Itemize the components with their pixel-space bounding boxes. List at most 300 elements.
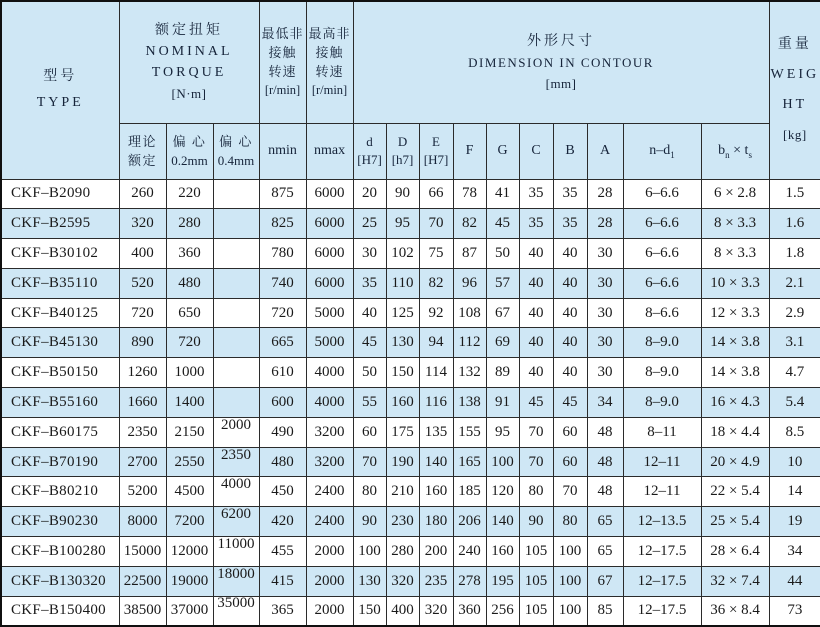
torque-ecc04-cell bbox=[213, 388, 259, 418]
dim-C-cell bbox=[519, 596, 553, 626]
weight-cell bbox=[769, 447, 820, 477]
cell-value: 100 bbox=[491, 453, 514, 470]
cell-value: 35 bbox=[362, 274, 378, 291]
dim-F-cell bbox=[453, 298, 486, 328]
cell-value: 30 bbox=[597, 304, 613, 321]
ecc02-l1: 偏 心 bbox=[172, 134, 207, 149]
model-name-cell bbox=[1, 537, 119, 567]
torque-ecc02-cell bbox=[166, 507, 213, 537]
n-d1-cell bbox=[623, 417, 701, 447]
keyway-cell bbox=[701, 298, 769, 328]
cell-value: 40 bbox=[528, 304, 544, 321]
model-name-cell bbox=[1, 179, 119, 209]
dim-E-cell bbox=[419, 537, 453, 567]
cell-value: 8–9.0 bbox=[645, 393, 679, 410]
cell-value: 455 bbox=[271, 542, 294, 559]
dim-E-cell bbox=[419, 507, 453, 537]
dim-D-cell bbox=[386, 566, 419, 596]
cell-value: 140 bbox=[424, 453, 448, 470]
dim-F-cell bbox=[453, 239, 486, 269]
dim-C-cell bbox=[519, 507, 553, 537]
keyway-cell bbox=[701, 179, 769, 209]
model-name: CKF–B40125 bbox=[11, 304, 99, 321]
torque-ecc02-cell bbox=[166, 447, 213, 477]
subcol-F: F bbox=[453, 123, 486, 179]
cell-value: 165 bbox=[458, 453, 481, 470]
cell-value: 280 bbox=[178, 215, 201, 232]
subcol-n-d1 bbox=[623, 123, 701, 179]
table-body bbox=[1, 179, 820, 626]
cell-value: 32 × 7.4 bbox=[710, 572, 760, 589]
cell-value: 360 bbox=[178, 244, 201, 261]
cell-value: 2000 bbox=[314, 572, 345, 589]
table-header bbox=[1, 1, 820, 179]
dim-C-cell bbox=[519, 209, 553, 239]
table-row bbox=[1, 596, 820, 626]
subcol-D-h7 bbox=[386, 123, 419, 179]
dim-E-cell bbox=[419, 358, 453, 388]
nmin-unit: [r/min] bbox=[264, 83, 301, 98]
dim-B-cell bbox=[553, 447, 587, 477]
subcol-E-H7 bbox=[419, 123, 453, 179]
dim-C-cell bbox=[519, 566, 553, 596]
nmax-cell bbox=[306, 268, 353, 298]
torque-theoretical-cell bbox=[119, 179, 166, 209]
dim-d-cell bbox=[353, 239, 386, 269]
n-d1-cell bbox=[623, 298, 701, 328]
cell-value: 150 bbox=[391, 364, 414, 381]
dim-G-cell bbox=[486, 298, 519, 328]
cell-value: 92 bbox=[428, 304, 444, 321]
nmin-cell bbox=[259, 328, 306, 358]
weight-cell bbox=[769, 209, 820, 239]
cell-value: 40 bbox=[528, 274, 544, 291]
nmax-unit: [r/min] bbox=[311, 83, 348, 98]
cell-value: 70 bbox=[528, 453, 544, 470]
cell-value: 600 bbox=[271, 393, 294, 410]
subcol-d-H7 bbox=[353, 123, 386, 179]
cell-value: 8–9.0 bbox=[645, 334, 679, 351]
torque-ecc04-cell bbox=[213, 507, 259, 537]
dim-A-cell bbox=[587, 477, 623, 507]
table-row bbox=[1, 239, 820, 269]
cell-value: 66 bbox=[428, 185, 444, 202]
cell-value: 160 bbox=[491, 542, 514, 559]
cell-value: 155 bbox=[458, 423, 481, 440]
cell-value: 40 bbox=[562, 304, 578, 321]
cell-value: 110 bbox=[391, 274, 414, 291]
dim-F-cell bbox=[453, 596, 486, 626]
dim-D-cell bbox=[386, 209, 419, 239]
nmax-cell bbox=[306, 566, 353, 596]
keyway-cell bbox=[701, 537, 769, 567]
cell-value: 73 bbox=[787, 602, 803, 619]
torque-ecc04-cell bbox=[213, 209, 259, 239]
cell-value: 34 bbox=[787, 542, 803, 559]
dim-F-cell bbox=[453, 358, 486, 388]
dim-A-cell bbox=[587, 179, 623, 209]
dim-B-cell bbox=[553, 239, 587, 269]
cell-value: 28 bbox=[597, 215, 613, 232]
cell-value: 20 × 4.9 bbox=[710, 453, 760, 470]
cell-value: 116 bbox=[425, 393, 447, 410]
cell-value: 480 bbox=[178, 274, 201, 291]
subcol-eccentric-02mm bbox=[166, 123, 213, 179]
model-name: CKF–B90230 bbox=[11, 513, 99, 530]
dim-E-cell bbox=[419, 209, 453, 239]
cell-value: 160 bbox=[391, 393, 414, 410]
cell-value: 2400 bbox=[314, 483, 345, 500]
cell-value: 138 bbox=[458, 393, 481, 410]
dim-G-cell bbox=[486, 209, 519, 239]
cell-value: 60 bbox=[562, 423, 578, 440]
cell-value: 4000 bbox=[314, 393, 345, 410]
cell-value: 8–6.6 bbox=[645, 304, 679, 321]
dim-d-cell bbox=[353, 566, 386, 596]
torque-ecc02-cell bbox=[166, 328, 213, 358]
keyway-cell bbox=[701, 566, 769, 596]
torque-ecc02-cell bbox=[166, 566, 213, 596]
cell-value: 260 bbox=[131, 185, 154, 202]
torque-theoretical-cell bbox=[119, 507, 166, 537]
subcol-bn-x-ts bbox=[701, 123, 769, 179]
cell-value: 3200 bbox=[314, 423, 345, 440]
dim-G-cell bbox=[486, 537, 519, 567]
model-name-cell bbox=[1, 507, 119, 537]
dim-B-cell bbox=[553, 566, 587, 596]
dim-d-cell bbox=[353, 417, 386, 447]
model-name: CKF–B60175 bbox=[11, 423, 99, 440]
dim-D-cell bbox=[386, 417, 419, 447]
cell-value: 45 bbox=[562, 393, 578, 410]
cell-value: 16 × 4.3 bbox=[710, 393, 760, 410]
cell-value: 14 × 3.8 bbox=[710, 334, 760, 351]
model-name-cell bbox=[1, 328, 119, 358]
subcol-B: B bbox=[553, 123, 587, 179]
cell-value: 12–17.5 bbox=[637, 542, 687, 559]
col-header-type bbox=[1, 1, 119, 179]
torque-ecc02-cell bbox=[166, 537, 213, 567]
cell-value: 100 bbox=[558, 602, 582, 619]
cell-value: 720 bbox=[178, 334, 201, 351]
ecc02-l2: 0.2mm bbox=[171, 153, 208, 168]
cell-value: 90 bbox=[362, 513, 378, 530]
cell-value: 8 × 3.3 bbox=[713, 244, 757, 261]
dim-label-en: DIMENSION IN CONTOUR bbox=[468, 54, 654, 70]
cell-value: 1400 bbox=[174, 393, 205, 410]
D-tolerance: [h7] bbox=[391, 152, 414, 167]
weight-cell bbox=[769, 596, 820, 626]
dim-d-cell bbox=[353, 477, 386, 507]
cell-value: 6 × 2.8 bbox=[713, 185, 757, 202]
cell-value: 90 bbox=[528, 513, 544, 530]
dim-E-cell bbox=[419, 179, 453, 209]
table-row bbox=[1, 537, 820, 567]
cell-value: 610 bbox=[271, 364, 294, 381]
weight-cell bbox=[769, 328, 820, 358]
cell-value: 6200 bbox=[221, 506, 252, 523]
torque-ecc02-cell bbox=[166, 179, 213, 209]
table-row bbox=[1, 209, 820, 239]
nmax-label-l1: 最高非 bbox=[308, 26, 351, 42]
cell-value: 10 × 3.3 bbox=[710, 274, 760, 291]
cell-value: 1260 bbox=[127, 364, 158, 381]
cell-value: 40 bbox=[562, 364, 578, 381]
cell-value: 50 bbox=[495, 244, 511, 261]
cell-value: 70 bbox=[528, 423, 544, 440]
cell-value: 6–6.6 bbox=[645, 274, 679, 291]
dim-F-cell bbox=[453, 388, 486, 418]
cell-value: 1.6 bbox=[785, 215, 805, 232]
dim-B-cell bbox=[553, 537, 587, 567]
dim-F-cell bbox=[453, 566, 486, 596]
keyway-cell bbox=[701, 447, 769, 477]
dim-C-cell bbox=[519, 417, 553, 447]
dim-F-cell bbox=[453, 447, 486, 477]
dim-F-cell bbox=[453, 507, 486, 537]
keyway-cell bbox=[701, 268, 769, 298]
cell-value: 160 bbox=[424, 483, 448, 500]
cell-value: 4000 bbox=[314, 364, 345, 381]
bt-b-subscript: n bbox=[725, 149, 730, 160]
cell-value: 57 bbox=[495, 274, 511, 291]
type-label-zh: 型号 bbox=[43, 69, 78, 85]
cell-value: 2000 bbox=[314, 602, 345, 619]
cell-value: 91 bbox=[495, 393, 511, 410]
cell-value: 105 bbox=[524, 602, 548, 619]
d-tolerance: [H7] bbox=[357, 152, 382, 167]
dim-B-cell bbox=[553, 358, 587, 388]
cell-value: 125 bbox=[391, 304, 414, 321]
cell-value: 70 bbox=[562, 483, 578, 500]
cell-value: 67 bbox=[495, 304, 511, 321]
torque-theoretical-cell bbox=[119, 268, 166, 298]
col-header-min-noncontact-speed bbox=[259, 1, 306, 123]
cell-value: 19 bbox=[787, 513, 803, 530]
model-name-cell bbox=[1, 298, 119, 328]
dim-A-cell bbox=[587, 537, 623, 567]
cell-value: 41 bbox=[495, 185, 511, 202]
weight-unit: [kg] bbox=[782, 127, 807, 143]
nmin-cell bbox=[259, 239, 306, 269]
cell-value: 480 bbox=[271, 453, 294, 470]
dim-D-cell bbox=[386, 328, 419, 358]
torque-theoretical-cell bbox=[119, 209, 166, 239]
table-row bbox=[1, 328, 820, 358]
dim-d-cell bbox=[353, 328, 386, 358]
torque-theoretical-cell bbox=[119, 566, 166, 596]
dim-G-cell bbox=[486, 388, 519, 418]
cell-value: 5000 bbox=[314, 304, 345, 321]
dim-G-cell bbox=[486, 507, 519, 537]
cell-value: 365 bbox=[271, 602, 294, 619]
bt-t: t bbox=[744, 142, 749, 158]
torque-theoretical-cell bbox=[119, 239, 166, 269]
torque-theoretical-cell bbox=[119, 417, 166, 447]
table-row bbox=[1, 566, 820, 596]
torque-theoretical-cell bbox=[119, 298, 166, 328]
cell-value: 40 bbox=[528, 244, 544, 261]
model-name-cell bbox=[1, 268, 119, 298]
cell-value: 190 bbox=[391, 453, 414, 470]
nmin-label-l3: 转速 bbox=[268, 64, 297, 80]
torque-ecc02-cell bbox=[166, 239, 213, 269]
dim-E-cell bbox=[419, 268, 453, 298]
model-name-cell bbox=[1, 209, 119, 239]
keyway-cell bbox=[701, 477, 769, 507]
nmin-label-l1: 最低非 bbox=[261, 26, 304, 42]
dim-d-cell bbox=[353, 537, 386, 567]
n-d1-cell bbox=[623, 358, 701, 388]
nmax-cell bbox=[306, 596, 353, 626]
weight-cell bbox=[769, 537, 820, 567]
nmin-cell bbox=[259, 566, 306, 596]
cell-value: 1.5 bbox=[785, 185, 805, 202]
dim-C-cell bbox=[519, 537, 553, 567]
dim-B-cell bbox=[553, 388, 587, 418]
torque-theoretical-cell bbox=[119, 596, 166, 626]
cell-value: 80 bbox=[528, 483, 544, 500]
cell-value: 135 bbox=[424, 423, 448, 440]
dim-D-cell bbox=[386, 447, 419, 477]
cell-value: 25 × 5.4 bbox=[710, 513, 760, 530]
dim-C-cell bbox=[519, 239, 553, 269]
cell-value: 6–6.6 bbox=[645, 215, 679, 232]
cell-value: 235 bbox=[424, 572, 448, 589]
nmax-cell bbox=[306, 239, 353, 269]
dim-G-cell bbox=[486, 596, 519, 626]
cell-value: 3200 bbox=[314, 453, 345, 470]
torque-ecc04-cell bbox=[213, 447, 259, 477]
cell-value: 2000 bbox=[221, 417, 252, 433]
cell-value: 195 bbox=[491, 572, 514, 589]
torque-theoretical-cell bbox=[119, 388, 166, 418]
nmax-label-l2: 接触 bbox=[315, 45, 344, 61]
cell-value: 1000 bbox=[174, 364, 205, 381]
dim-F-cell bbox=[453, 328, 486, 358]
cell-value: 256 bbox=[491, 602, 514, 619]
cell-value: 12 × 3.3 bbox=[710, 304, 760, 321]
model-name: CKF–B50150 bbox=[11, 364, 99, 381]
cell-value: 80 bbox=[362, 483, 378, 500]
n-d1-cell bbox=[623, 328, 701, 358]
nmin-cell bbox=[259, 417, 306, 447]
nmin-cell bbox=[259, 388, 306, 418]
cell-value: 185 bbox=[458, 483, 481, 500]
cell-value: 82 bbox=[428, 274, 444, 291]
subcol-C: C bbox=[519, 123, 553, 179]
cell-value: 100 bbox=[558, 572, 582, 589]
weight-cell bbox=[769, 417, 820, 447]
cell-value: 89 bbox=[495, 364, 511, 381]
torque-ecc02-cell bbox=[166, 388, 213, 418]
dim-A-cell bbox=[587, 447, 623, 477]
cell-value: 320 bbox=[391, 572, 414, 589]
cell-value: 360 bbox=[458, 602, 481, 619]
table-row bbox=[1, 447, 820, 477]
nmax-cell bbox=[306, 537, 353, 567]
cell-value: 2000 bbox=[314, 542, 345, 559]
dim-A-cell bbox=[587, 388, 623, 418]
cell-value: 12–17.5 bbox=[637, 572, 687, 589]
subcol-nmax: nmax bbox=[306, 123, 353, 179]
cell-value: 18 × 4.4 bbox=[710, 423, 760, 440]
cell-value: 720 bbox=[271, 304, 294, 321]
weight-cell bbox=[769, 566, 820, 596]
torque-ecc04-cell bbox=[213, 566, 259, 596]
dim-G-cell bbox=[486, 358, 519, 388]
cell-value: 20 bbox=[362, 185, 378, 202]
dim-B-cell bbox=[553, 209, 587, 239]
dim-C-cell bbox=[519, 447, 553, 477]
cell-value: 2550 bbox=[174, 453, 205, 470]
torque-ecc02-cell bbox=[166, 477, 213, 507]
cell-value: 105 bbox=[524, 572, 548, 589]
dim-d-cell bbox=[353, 179, 386, 209]
table-row bbox=[1, 179, 820, 209]
dim-A-cell bbox=[587, 268, 623, 298]
cell-value: 35 bbox=[562, 215, 578, 232]
cell-value: 740 bbox=[271, 274, 294, 291]
cell-value: 18000 bbox=[217, 566, 255, 582]
dim-E-cell bbox=[419, 328, 453, 358]
nmin-label-l2: 接触 bbox=[268, 45, 297, 61]
nmin-cell bbox=[259, 537, 306, 567]
dim-A-cell bbox=[587, 298, 623, 328]
cell-value: 400 bbox=[391, 602, 414, 619]
model-name: CKF–B150400 bbox=[11, 602, 106, 619]
torque-unit: [N·m] bbox=[171, 86, 207, 102]
cell-value: 90 bbox=[395, 185, 411, 202]
multiply-sign: × bbox=[729, 142, 745, 158]
cell-value: 175 bbox=[391, 423, 414, 440]
dim-G-cell bbox=[486, 566, 519, 596]
cell-value: 415 bbox=[271, 572, 294, 589]
dim-D-cell bbox=[386, 268, 419, 298]
cell-value: 10 bbox=[787, 453, 803, 470]
nmax-cell bbox=[306, 358, 353, 388]
theoretical-l1: 理论 bbox=[127, 134, 157, 149]
cell-value: 12–11 bbox=[643, 453, 681, 470]
cell-value: 450 bbox=[271, 483, 294, 500]
table-row bbox=[1, 388, 820, 418]
cell-value: 48 bbox=[597, 423, 613, 440]
cell-value: 96 bbox=[462, 274, 478, 291]
dim-C-cell bbox=[519, 388, 553, 418]
cell-value: 30 bbox=[597, 274, 613, 291]
torque-label-en1: NOMINAL bbox=[145, 44, 233, 60]
cell-value: 67 bbox=[597, 572, 613, 589]
cell-value: 70 bbox=[428, 215, 444, 232]
cell-value: 1660 bbox=[127, 393, 158, 410]
model-name: CKF–B70190 bbox=[11, 453, 99, 470]
cell-value: 60 bbox=[362, 423, 378, 440]
model-name: CKF–B100280 bbox=[11, 542, 106, 559]
dim-unit: [mm] bbox=[545, 75, 577, 91]
dim-F-cell bbox=[453, 477, 486, 507]
cell-value: 132 bbox=[458, 364, 481, 381]
torque-ecc02-cell bbox=[166, 268, 213, 298]
dim-D-cell bbox=[386, 596, 419, 626]
dim-F-cell bbox=[453, 268, 486, 298]
nmax-cell bbox=[306, 417, 353, 447]
keyway-cell bbox=[701, 596, 769, 626]
cell-value: 780 bbox=[271, 244, 294, 261]
dim-A-cell bbox=[587, 566, 623, 596]
nmax-label-l3: 转速 bbox=[315, 64, 344, 80]
cell-value: 130 bbox=[391, 334, 414, 351]
dim-D-cell bbox=[386, 507, 419, 537]
